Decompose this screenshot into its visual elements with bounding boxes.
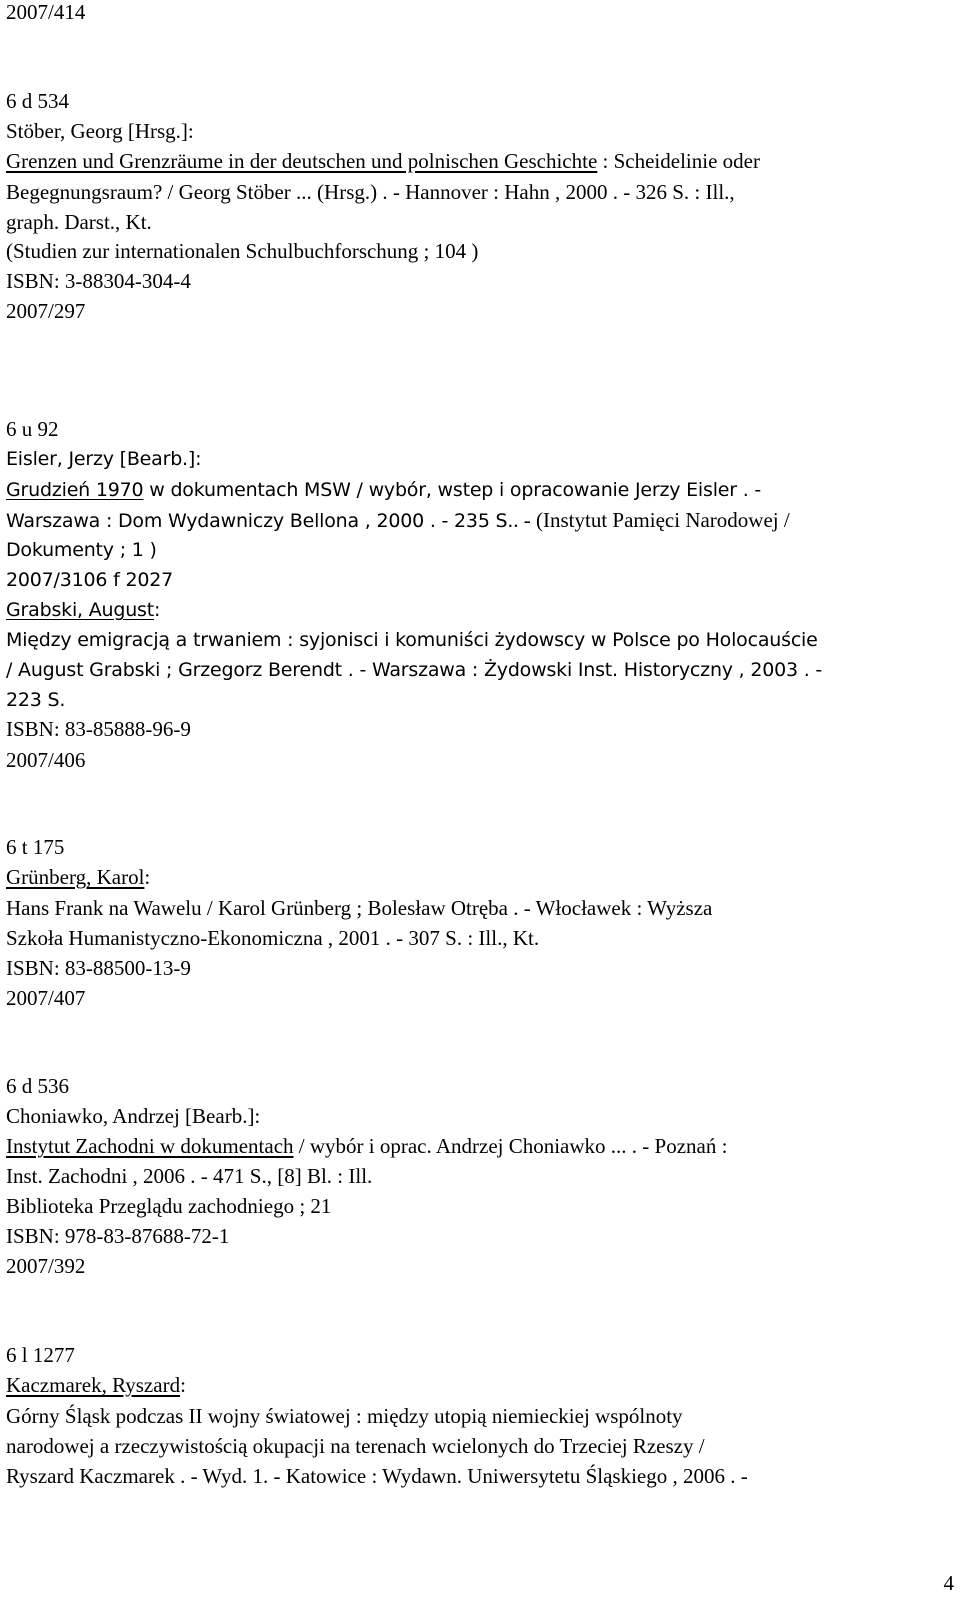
- entry-author: Stöber, Georg [Hrsg.]:: [6, 119, 194, 143]
- entry-author: Grünberg, Karol: [6, 865, 145, 889]
- entry-author-line: Kaczmarek, Ryszard:: [6, 1373, 186, 1397]
- entry-accession: 2007/3106 f 2027: [6, 569, 174, 591]
- entry-isbn: ISBN: 3-88304-304-4: [6, 269, 191, 293]
- entry-text-line: Górny Śląsk podczas II wojny światowej : między utopią niemieckiej wspólnoty: [6, 1404, 683, 1428]
- entry-signature: 6 t 175: [6, 835, 65, 859]
- page-number: 4: [943, 1571, 954, 1595]
- entry-author: Grabski, August: [6, 599, 154, 621]
- entry-text-line: Begegnungsraum? / Georg Stöber ... (Hrsg.) . - Hannover : Hahn , 2000 . - 326 S. : Ill.,: [6, 180, 735, 204]
- entry-author-line: Grünberg, Karol:: [6, 865, 151, 889]
- entry-title-line: Instytut Zachodni w dokumentach / wybór i oprac. Andrzej Choniawko ... . - Poznań :: [6, 1134, 728, 1158]
- entry-title: Grenzen und Grenzräume in der deutschen und polnischen Geschichte: [6, 149, 598, 173]
- entry-isbn: ISBN: 83-85888-96-9: [6, 717, 191, 741]
- entry-author: Eisler, Jerzy [Bearb.]:: [6, 448, 202, 470]
- entry-accession: 2007/392: [6, 1254, 86, 1278]
- entry-title: Grudzień 1970: [6, 479, 144, 501]
- entry-author: Kaczmarek, Ryszard: [6, 1373, 181, 1397]
- header-number: 2007/414: [6, 0, 86, 24]
- entry-text-line: Hans Frank na Wawelu / Karol Grünberg ; Bolesław Otręba . - Włocławek : Wyższa: [6, 896, 713, 920]
- entry-accession: 2007/406: [6, 748, 86, 772]
- entry-signature: 6 l 1277: [6, 1343, 75, 1367]
- entry-author: Choniawko, Andrzej [Bearb.]:: [6, 1104, 261, 1128]
- entry-isbn: ISBN: 83-88500-13-9: [6, 956, 191, 980]
- entry-series: Biblioteka Przeglądu zachodniego ; 21: [6, 1194, 332, 1218]
- entry-signature: 6 d 534: [6, 89, 69, 113]
- entry-accession: 2007/297: [6, 299, 86, 323]
- entry-text-line: / August Grabski ; Grzegorz Berendt . - Warszawa : Żydowski Inst. Historyczny , 2003 . -: [6, 659, 823, 681]
- entry-signature: 6 d 536: [6, 1074, 69, 1098]
- entry-text-line: Między emigracją a trwaniem : syjonisci i komuniści żydowscy w Polsce po Holocauście: [6, 629, 818, 651]
- entry-text-line: Szkoła Humanistyczno-Ekonomiczna , 2001 . - 307 S. : Ill., Kt.: [6, 926, 540, 950]
- entry-text-line: Warszawa : Dom Wydawniczy Bellona , 2000 . - 235 S.. - (Instytut Pamięci Narodowej /: [6, 508, 790, 532]
- entry-title-line: Grenzen und Grenzräume in der deutschen und polnischen Geschichte : Scheidelinie oder: [6, 149, 760, 173]
- entry-accession: 2007/407: [6, 986, 86, 1010]
- entry-title: Instytut Zachodni w dokumentach: [6, 1134, 294, 1158]
- entry-isbn: ISBN: 978-83-87688-72-1: [6, 1224, 230, 1248]
- entry-text-line: narodowej a rzeczywistością okupacji na terenach wcielonych do Trzeciej Rzeszy /: [6, 1434, 705, 1458]
- entry-series: (Studien zur internationalen Schulbuchforschung ; 104 ): [6, 239, 479, 263]
- entry-author-line: Grabski, August:: [6, 599, 161, 621]
- entry-signature: 6 u 92: [6, 417, 59, 441]
- entry-text-line: 223 S.: [6, 689, 66, 711]
- entry-text-line: graph. Darst., Kt.: [6, 210, 152, 234]
- entry-text-line: Ryszard Kaczmarek . - Wyd. 1. - Katowice : Wydawn. Uniwersytetu Śląskiego , 2006 . -: [6, 1464, 748, 1488]
- entry-text-line: Inst. Zachodni , 2006 . - 471 S., [8] Bl. : Ill.: [6, 1164, 373, 1188]
- entry-series: Dokumenty ; 1 ): [6, 539, 157, 561]
- entry-title-line: Grudzień 1970 w dokumentach MSW / wybór, wstep i opracowanie Jerzy Eisler . -: [6, 479, 762, 501]
